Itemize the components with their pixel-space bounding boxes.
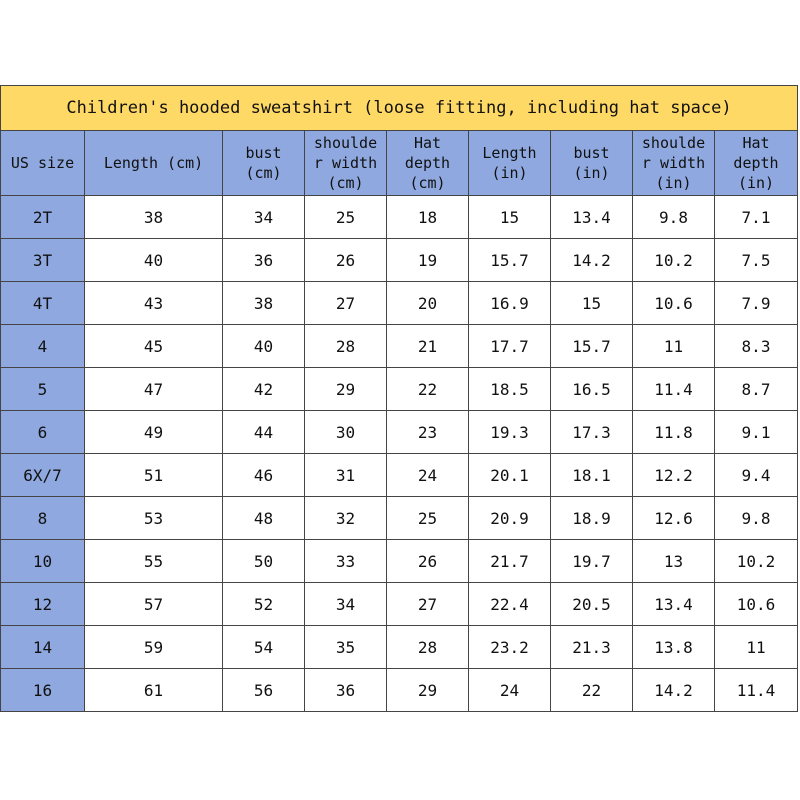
table-row (1, 196, 798, 239)
measurement-cell: 14.2 (551, 239, 633, 282)
measurement-cell: 16.9 (469, 282, 551, 325)
measurement-cell: 25 (387, 497, 469, 540)
table-row (1, 411, 798, 454)
measurement-cell: 49 (85, 411, 223, 454)
title-row (1, 86, 798, 131)
measurement-cell: 15 (551, 282, 633, 325)
measurement-cell: 11.8 (633, 411, 715, 454)
measurement-cell: 33 (305, 540, 387, 583)
column-header (551, 131, 633, 196)
table-row (1, 626, 798, 669)
measurement-cell: 26 (305, 239, 387, 282)
measurement-cell: 52 (223, 583, 305, 626)
column-header-line: (in) (573, 164, 610, 182)
measurement-cell: 55 (85, 540, 223, 583)
column-header-line: Hat (742, 133, 770, 152)
measurement-cell: 13 (633, 540, 715, 583)
column-header-line: Length (482, 143, 537, 162)
measurement-cell: 42 (223, 368, 305, 411)
measurement-cell: 11.4 (715, 669, 798, 712)
measurement-cell: 22 (551, 669, 633, 712)
measurement-cell: 34 (305, 583, 387, 626)
measurement-cell: 18.5 (469, 368, 551, 411)
measurement-cell: 9.4 (715, 454, 798, 497)
measurement-cell: 31 (305, 454, 387, 497)
measurement-cell: 22.4 (469, 583, 551, 626)
table-row (1, 497, 798, 540)
size-cell: 12 (1, 583, 85, 626)
table-row (1, 239, 798, 282)
measurement-cell: 29 (387, 669, 469, 712)
table-row (1, 540, 798, 583)
measurement-cell: 40 (85, 239, 223, 282)
measurement-cell: 13.4 (633, 583, 715, 626)
header-row (1, 131, 798, 196)
size-cell: 4 (1, 325, 85, 368)
column-header-line: depth (733, 153, 779, 172)
measurement-cell: 53 (85, 497, 223, 540)
measurement-cell: 47 (85, 368, 223, 411)
measurement-cell: 18.1 (551, 454, 633, 497)
measurement-cell: 29 (305, 368, 387, 411)
measurement-cell: 24 (469, 669, 551, 712)
measurement-cell: 20.5 (551, 583, 633, 626)
measurement-cell: 14.2 (633, 669, 715, 712)
measurement-cell: 18 (387, 196, 469, 239)
measurement-cell: 50 (223, 540, 305, 583)
column-header-line: bust (573, 143, 610, 162)
measurement-cell: 15 (469, 196, 551, 239)
column-header-line: (cm) (245, 164, 282, 182)
measurement-cell: 59 (85, 626, 223, 669)
measurement-cell: 15.7 (469, 239, 551, 282)
size-cell: 10 (1, 540, 85, 583)
column-header (633, 131, 715, 196)
measurement-cell: 10.2 (633, 239, 715, 282)
size-chart-table (0, 85, 798, 712)
measurement-cell: 19.3 (469, 411, 551, 454)
column-header (223, 131, 305, 196)
column-header-line: (cm) (409, 174, 446, 193)
measurement-cell: 40 (223, 325, 305, 368)
measurement-cell: 18.9 (551, 497, 633, 540)
measurement-cell: 25 (305, 196, 387, 239)
column-header-line: depth (404, 153, 451, 172)
column-header-line: (in) (491, 164, 528, 182)
measurement-cell: 22 (387, 368, 469, 411)
measurement-cell: 10.6 (715, 583, 798, 626)
measurement-cell: 19 (387, 239, 469, 282)
measurement-cell: 20 (387, 282, 469, 325)
measurement-cell: 9.1 (715, 411, 798, 454)
size-cell: 14 (1, 626, 85, 669)
measurement-cell: 24 (387, 454, 469, 497)
column-header-line: Hat (413, 133, 442, 152)
table-row (1, 282, 798, 325)
column-header (305, 131, 387, 196)
measurement-cell: 15.7 (551, 325, 633, 368)
column-header (715, 131, 798, 196)
size-cell: 6X/7 (1, 454, 85, 497)
measurement-cell: 43 (85, 282, 223, 325)
table-row (1, 669, 798, 712)
measurement-cell: 32 (305, 497, 387, 540)
column-header-line: US size (10, 153, 75, 172)
measurement-cell: 51 (85, 454, 223, 497)
measurement-cell: 57 (85, 583, 223, 626)
measurement-cell: 46 (223, 454, 305, 497)
table-row (1, 454, 798, 497)
measurement-cell: 9.8 (715, 497, 798, 540)
measurement-cell: 11.4 (633, 368, 715, 411)
column-header-line: (cm) (327, 174, 364, 193)
measurement-cell: 13.4 (551, 196, 633, 239)
measurement-cell: 21.3 (551, 626, 633, 669)
measurement-cell: 21.7 (469, 540, 551, 583)
table-title: Children's hooded sweatshirt (loose fitting, including hat space) (1, 86, 798, 131)
measurement-cell: 30 (305, 411, 387, 454)
measurement-cell: 44 (223, 411, 305, 454)
measurement-cell: 35 (305, 626, 387, 669)
measurement-cell: 45 (85, 325, 223, 368)
size-cell: 2T (1, 196, 85, 239)
size-cell: 3T (1, 239, 85, 282)
measurement-cell: 36 (305, 669, 387, 712)
measurement-cell: 28 (305, 325, 387, 368)
measurement-cell: 54 (223, 626, 305, 669)
measurement-cell: 23.2 (469, 626, 551, 669)
column-header-line: bust (245, 143, 282, 162)
table-row (1, 325, 798, 368)
measurement-cell: 12.6 (633, 497, 715, 540)
measurement-cell: 13.8 (633, 626, 715, 669)
measurement-cell: 27 (305, 282, 387, 325)
measurement-cell: 36 (223, 239, 305, 282)
measurement-cell: 11 (715, 626, 798, 669)
column-header-line: (in) (655, 174, 692, 193)
measurement-cell: 17.3 (551, 411, 633, 454)
measurement-cell: 28 (387, 626, 469, 669)
measurement-cell: 12.2 (633, 454, 715, 497)
measurement-cell: 19.7 (551, 540, 633, 583)
measurement-cell: 8.7 (715, 368, 798, 411)
column-header (1, 131, 85, 196)
measurement-cell: 17.7 (469, 325, 551, 368)
measurement-cell: 26 (387, 540, 469, 583)
measurement-cell: 11 (633, 325, 715, 368)
measurement-cell: 10.6 (633, 282, 715, 325)
table-row (1, 583, 798, 626)
table-row (1, 368, 798, 411)
measurement-cell: 9.8 (633, 196, 715, 239)
size-cell: 6 (1, 411, 85, 454)
table-body (1, 196, 798, 712)
measurement-cell: 7.5 (715, 239, 798, 282)
measurement-cell: 27 (387, 583, 469, 626)
column-header-line: Length (cm) (103, 153, 204, 172)
size-cell: 16 (1, 669, 85, 712)
measurement-cell: 20.1 (469, 454, 551, 497)
size-cell: 5 (1, 368, 85, 411)
measurement-cell: 16.5 (551, 368, 633, 411)
measurement-cell: 7.9 (715, 282, 798, 325)
measurement-cell: 34 (223, 196, 305, 239)
column-header-line: shoulde (641, 133, 706, 152)
measurement-cell: 61 (85, 669, 223, 712)
measurement-cell: 23 (387, 411, 469, 454)
column-header (85, 131, 223, 196)
column-header-line: shoulde (313, 133, 378, 152)
measurement-cell: 38 (223, 282, 305, 325)
column-header-line: r width (313, 153, 378, 172)
measurement-cell: 7.1 (715, 196, 798, 239)
measurement-cell: 21 (387, 325, 469, 368)
measurement-cell: 20.9 (469, 497, 551, 540)
column-header (469, 131, 551, 196)
size-cell: 8 (1, 497, 85, 540)
measurement-cell: 48 (223, 497, 305, 540)
measurement-cell: 8.3 (715, 325, 798, 368)
column-header-line: (in) (737, 174, 775, 193)
measurement-cell: 38 (85, 196, 223, 239)
measurement-cell: 10.2 (715, 540, 798, 583)
size-cell: 4T (1, 282, 85, 325)
column-header-line: r width (641, 153, 706, 172)
measurement-cell: 56 (223, 669, 305, 712)
column-header (387, 131, 469, 196)
